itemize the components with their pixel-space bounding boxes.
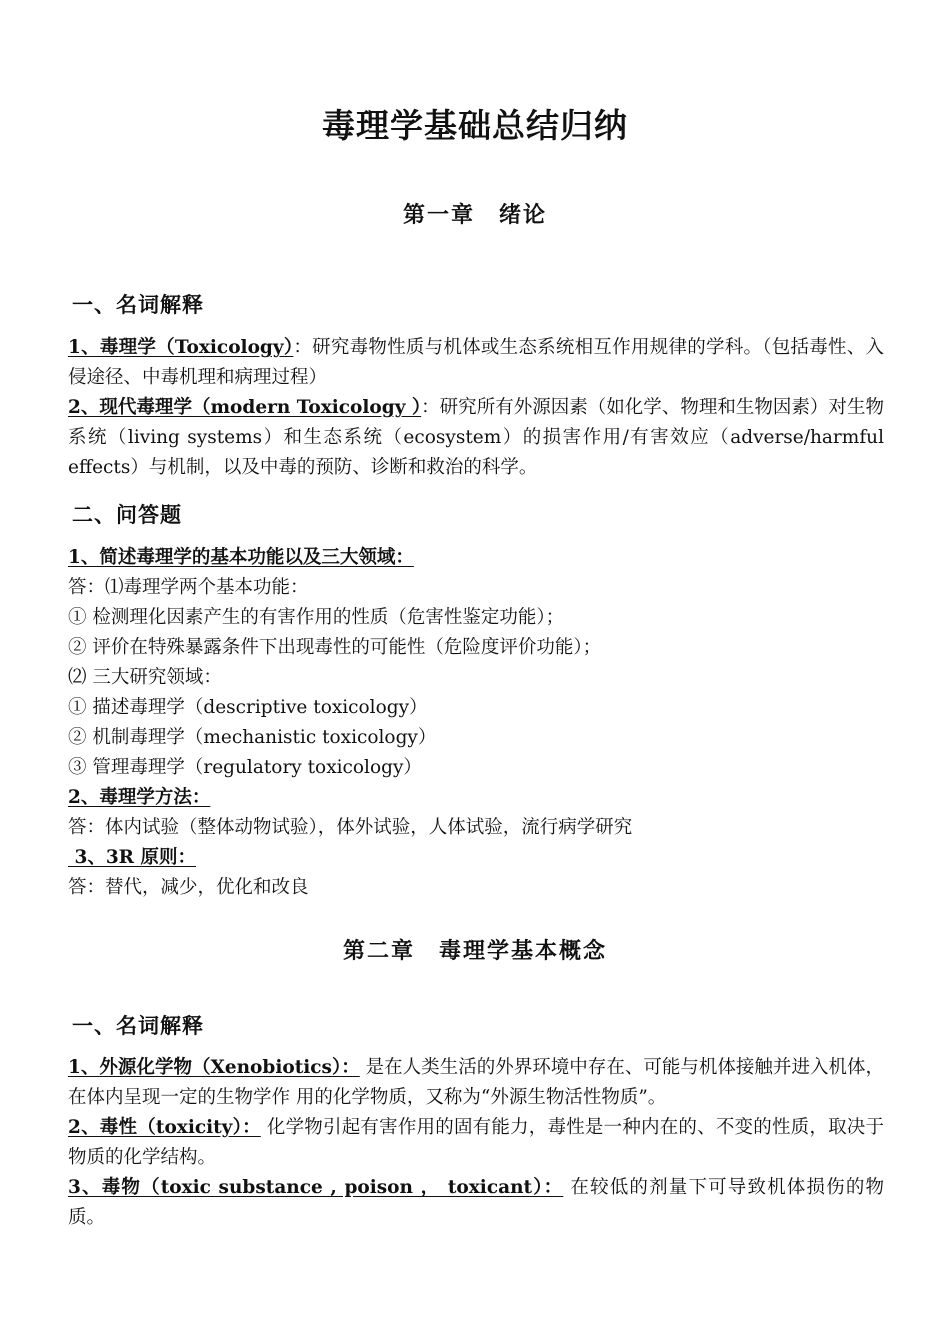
answer-line: ⑵ 三大研究领域： — [68, 667, 222, 688]
definition-item — [68, 393, 884, 483]
definition-term: 2、毒性（toxicity）： — [68, 1117, 261, 1138]
ch1-qa — [68, 543, 884, 903]
ch1-section-definitions-heading: 一、名词解释 — [72, 292, 204, 317]
answer-line: ③ 管理毒理学（regulatory toxicology） — [68, 757, 422, 778]
answer-line: ① 描述毒理学（descriptive toxicology） — [68, 697, 428, 718]
definition-separator: ： — [421, 397, 440, 418]
question-3: 3、3R 原则： — [68, 847, 197, 868]
answer-line: ① 检测理化因素产生的有害作用的性质（危害性鉴定功能）； — [68, 607, 565, 628]
definition-text: 是在人类生活的外界环境中存在、可能与机体接触并进入机体，在体内呈现一定的生物学作 用的化学物质，又称为“外源生物活性物质”。 — [68, 1057, 885, 1108]
definition-text: 研究所有外源因素（如化学、物理和生物因素）对生物系统（living systems）和生态系统（ecosystem）的损害作用/有害效应（adverse/harmful effects）与机制，以及中毒的预防、诊断和救治的科学。 — [68, 397, 884, 478]
answer-line: ② 评价在特殊暴露条件下出现毒性的可能性（危险度评价功能）； — [68, 637, 602, 658]
answer-line: 答：⑴毒理学两个基本功能： — [68, 577, 309, 598]
document-title: 毒理学基础总结归纳 — [322, 106, 628, 145]
definition-item — [68, 1173, 884, 1233]
definition-text: 在较低的剂量下可导致机体损伤的物质。 — [68, 1177, 885, 1228]
definition-term: 3、毒物（toxic substance , poison ， toxicant）： — [68, 1177, 564, 1198]
ch2-section-definitions-heading: 一、名词解释 — [72, 1013, 204, 1038]
definition-text: 研究毒物性质与机体或生态系统相互作用规律的学科。（包括毒性、入侵途径、中毒机理和病理过程） — [68, 337, 884, 388]
answer-line: 答：替代，减少，优化和改良 — [68, 877, 309, 898]
definition-term: 1、外源化学物（Xenobiotics）： — [68, 1057, 360, 1078]
ch1-definitions — [68, 333, 884, 483]
definition-item — [68, 1053, 884, 1113]
ch2-definitions — [68, 1053, 884, 1233]
answer-line: 答：体内试验（整体动物试验），体外试验，人体试验，流行病学研究 — [68, 817, 633, 838]
answer-line: ② 机制毒理学（mechanistic toxicology） — [68, 727, 437, 748]
chapter-2-heading: 第二章 毒理学基本概念 — [342, 938, 607, 964]
question-2: 2、毒理学方法： — [68, 787, 211, 808]
definition-term: 2、现代毒理学（modern Toxicology ） — [68, 397, 422, 418]
definition-term: 1、毒理学（Toxicology） — [68, 337, 294, 358]
definition-separator: ： — [293, 337, 313, 358]
definition-text: 化学物引起有害作用的固有能力，毒性是一种内在的、不变的性质，取决于物质的化学结构。 — [68, 1117, 884, 1168]
ch1-section-qa-heading: 二、问答题 — [72, 502, 182, 527]
definition-item — [68, 333, 884, 393]
definition-item — [68, 1113, 884, 1173]
chapter-1-heading: 第一章 绪论 — [402, 202, 547, 228]
question-1: 1、简述毒理学的基本功能以及三大领域： — [68, 547, 414, 568]
